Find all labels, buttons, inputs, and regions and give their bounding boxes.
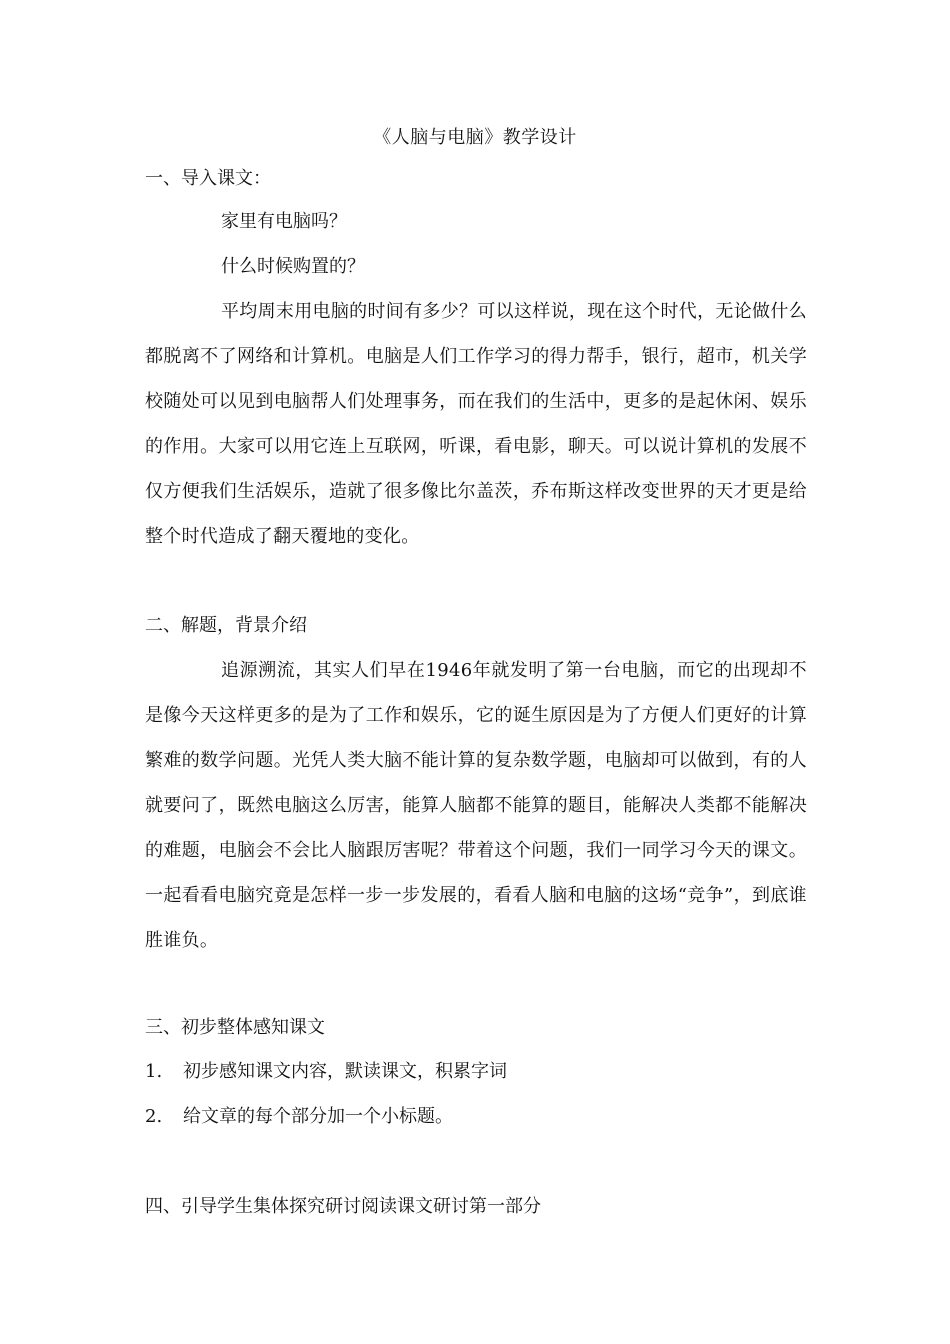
- intro-question-1: 家里有电脑吗？: [221, 211, 347, 232]
- section-3-heading: 三、初步整体感知课文: [145, 1017, 325, 1038]
- section-4-heading: 四、引导学生集体探究研讨阅读课文研讨第一部分: [145, 1196, 541, 1217]
- list-item: [145, 1056, 507, 1088]
- section-1-heading: 一、导入课文：: [145, 168, 271, 189]
- section-2-paragraph: 追源溯流，其实人们早在1946年就发明了第一台电脑，而它的出现却不是像今天这样更多的是为了工作和娱乐，它的诞生原因是为了方便人们更好的计算繁难的数学问题。光凭人类大脑不能计算的复杂数学题，电脑却可以做到，有的人就要问了，既然电脑这么厉害，能算人脑都不能算的题目，能解决人类都不能解决的难题，电脑会不会比人脑跟厉害呢？带着这个问题，我们一同学习今天的课文。一起看看电脑究竟是怎样一步一步发展的，看看人脑和电脑的这场“竞争”，到底谁胜谁负。: [145, 660, 807, 951]
- list-item: [145, 1101, 453, 1133]
- list-item-number: 2.: [145, 1106, 163, 1127]
- document-title: 《人脑与电脑》教学设计: [373, 127, 577, 148]
- intro-question-2: 什么时候购置的？: [221, 256, 365, 277]
- section-1-paragraph: 平均周末用电脑的时间有多少？可以这样说，现在这个时代，无论做什么都脱离不了网络和计算机。电脑是人们工作学习的得力帮手，银行，超市，机关学校随处可以见到电脑帮人们处理事务，而在我们的生活中，更多的是起休闲、娱乐的作用。大家可以用它连上互联网，听课，看电影，聊天。可以说计算机的发展不仅方便我们生活娱乐，造就了很多像比尔盖茨，乔布斯这样改变世界的天才更是给整个时代造成了翻天覆地的变化。: [145, 301, 807, 547]
- list-item-text: 给文章的每个部分加一个小标题。: [183, 1106, 453, 1127]
- list-item-text: 初步感知课文内容，默读课文，积累字词: [183, 1061, 507, 1082]
- section-2-heading: 二、解题，背景介绍: [145, 615, 307, 636]
- list-item-number: 1.: [145, 1061, 163, 1082]
